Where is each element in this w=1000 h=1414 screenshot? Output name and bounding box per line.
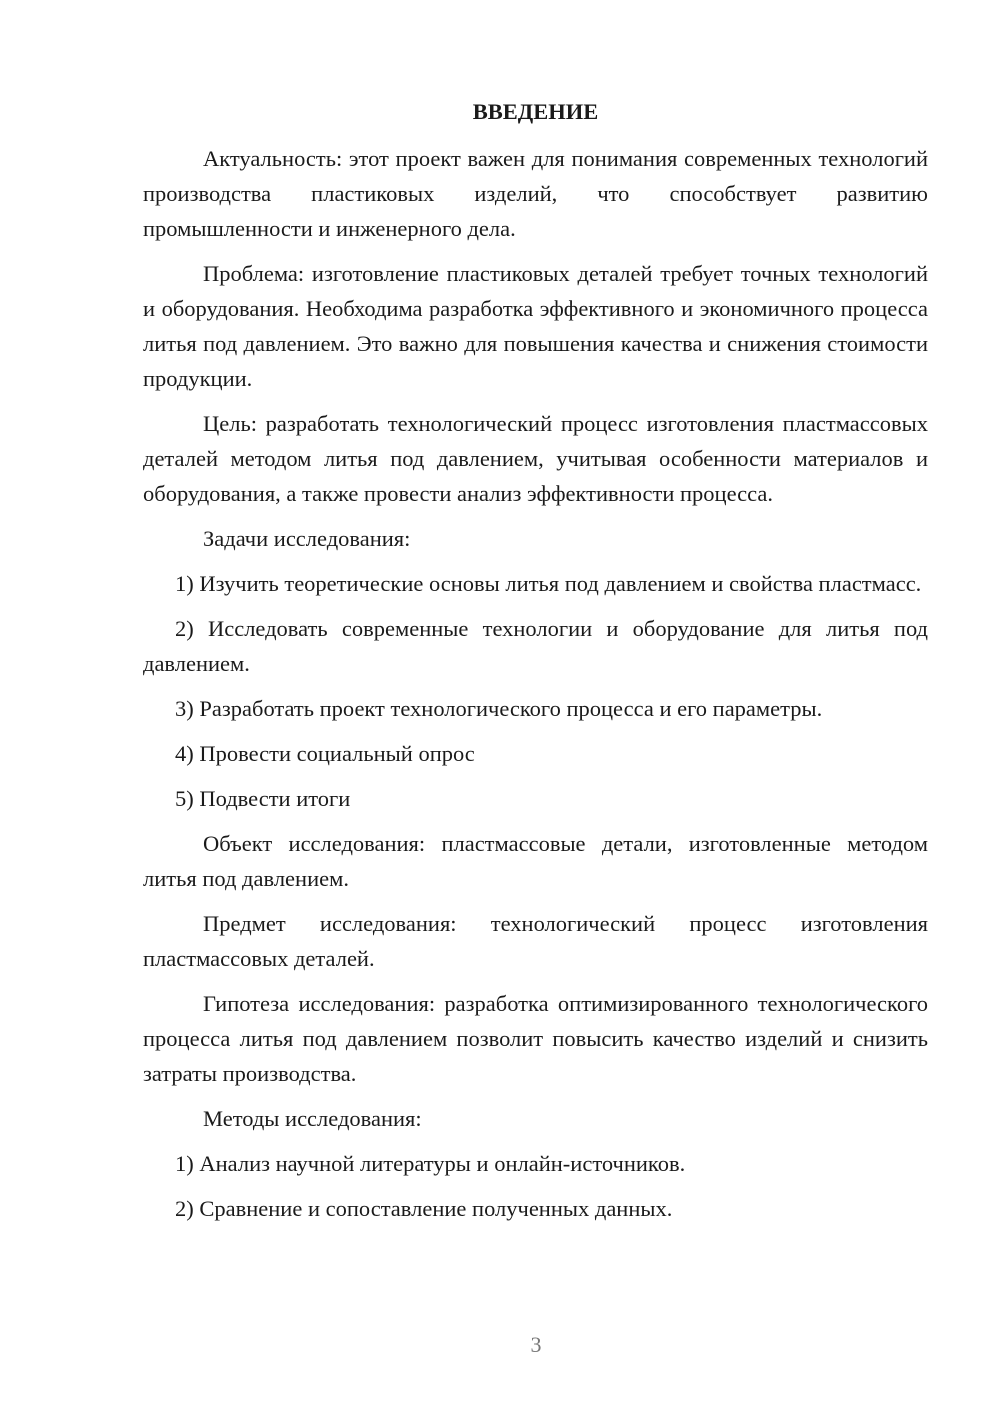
task-item-4: 4) Провести социальный опрос — [175, 741, 475, 766]
task-item-1: 1) Изучить теоретические основы литья под давлением и свойства пластмасс. — [175, 571, 922, 596]
hypothesis-paragraph: Гипотеза исследования: разработка оптимизированного технологического процесса литья под давлением позволит повысить качество изделий и снизить затраты производства. — [143, 991, 928, 1086]
page-heading: ВВЕДЕНИЕ — [472, 99, 599, 124]
method-item-1: 1) Анализ научной литературы и онлайн-источников. — [175, 1151, 686, 1176]
methods-label: Методы исследования: — [203, 1106, 422, 1131]
task-item-3: 3) Разработать проект технологического процесса и его параметры. — [175, 696, 823, 721]
method-item-2: 2) Сравнение и сопоставление полученных данных. — [175, 1196, 673, 1221]
problem-paragraph: Проблема: изготовление пластиковых деталей требует точных технологий и оборудования. Необходима разработка эффективного и экономичного процесса литья под давлением. Это важно для повышения качества и снижения стоимости продукции. — [143, 261, 928, 391]
goal-paragraph: Цель: разработать технологический процесс изготовления пластмассовых деталей методом литья под давлением, учитывая особенности материалов и оборудования, а также провести анализ эффективности процесса. — [143, 411, 928, 506]
subject-paragraph: Предмет исследования: технологический процесс изготовления пластмассовых деталей. — [143, 911, 928, 971]
object-paragraph: Объект исследования: пластмассовые детали, изготовленные методом литья под давлением. — [143, 831, 928, 891]
relevance-paragraph: Актуальность: этот проект важен для понимания современных технологий производства пластиковых изделий, что способствует развитию промышленности и инженерного дела. — [143, 146, 928, 241]
page-number: 3 — [530, 1332, 542, 1357]
task-item-2: 2) Исследовать современные технологии и оборудование для литья под давлением. — [143, 616, 928, 676]
page-content — [143, 94, 928, 1236]
tasks-label: Задачи исследования: — [203, 526, 411, 551]
task-item-5: 5) Подвести итоги — [175, 786, 351, 811]
